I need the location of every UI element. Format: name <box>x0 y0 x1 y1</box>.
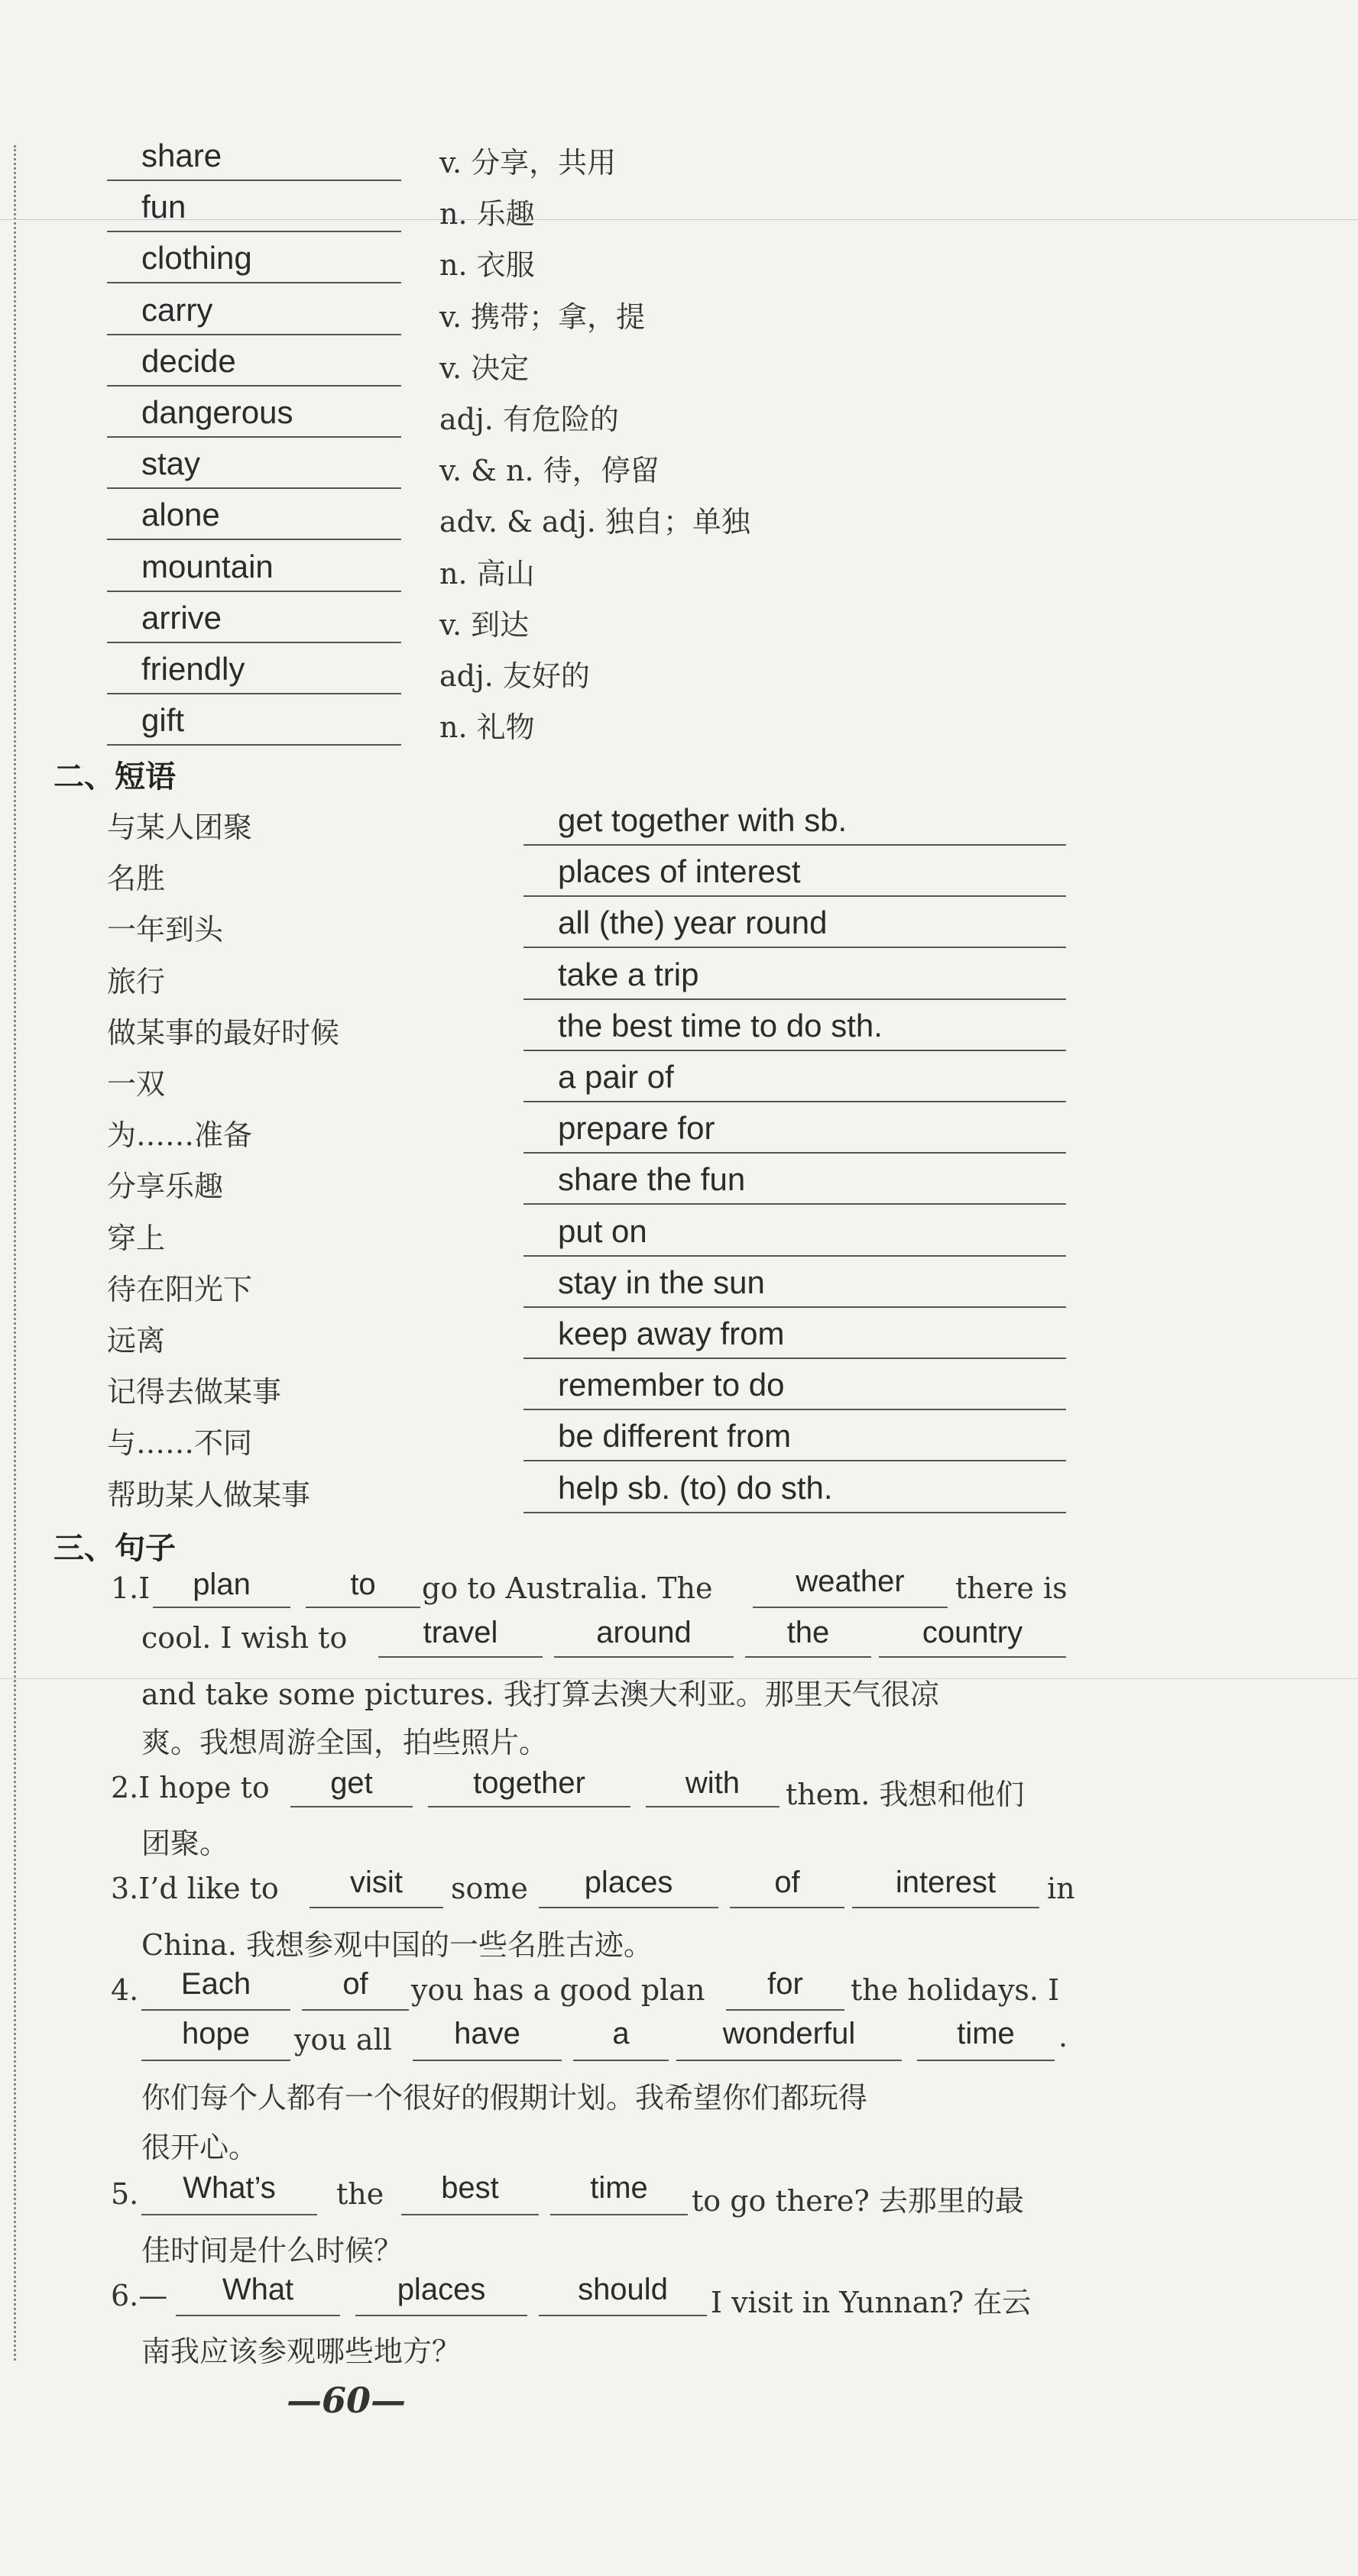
answer: places <box>397 2273 486 2306</box>
phrase-english: share the fun <box>558 1161 746 1198</box>
vocab-underline <box>107 436 401 438</box>
vocab-meaning: v. & n. 待，停留 <box>439 454 660 488</box>
vocab-word: share <box>141 138 222 173</box>
phrase-chinese: 旅行 <box>107 964 166 998</box>
sentence-text: I visit in Yunnan? 在云 <box>711 2286 1032 2319</box>
phrase-underline <box>523 947 1066 948</box>
phrase-underline <box>523 1050 1066 1051</box>
phrase-chinese: 分享乐趣 <box>107 1170 224 1204</box>
phrase-english: get together with sb. <box>558 802 848 838</box>
answer: a <box>612 2017 630 2050</box>
sentence-text: some <box>451 1872 528 1905</box>
sentence-text: 团聚。 <box>141 1827 229 1860</box>
phrase-english: stay in the sun <box>558 1264 765 1300</box>
faint-rule <box>0 219 1358 220</box>
answer: best <box>441 2171 499 2205</box>
answer: time <box>957 2017 1015 2050</box>
sentence-text: 很开心。 <box>141 2131 258 2164</box>
vocab-meaning: n. 乐趣 <box>439 197 535 231</box>
answer: the <box>786 1616 830 1649</box>
phrase-english: all (the) year round <box>558 905 828 941</box>
phrase-chinese: 名胜 <box>107 862 166 896</box>
vocab-underline <box>107 539 401 540</box>
answer-line <box>306 1607 420 1608</box>
answer: should <box>578 2273 668 2306</box>
answer-line <box>310 1907 443 1908</box>
answer: weather <box>796 1565 905 1598</box>
vocab-meaning: adj. 友好的 <box>439 659 590 693</box>
sentence-text: the <box>336 2177 384 2211</box>
answer: travel <box>423 1616 498 1649</box>
answer-line <box>676 2060 902 2061</box>
phrase-chinese: 待在阳光下 <box>107 1272 253 1306</box>
phrase-chinese: 一双 <box>107 1067 166 1101</box>
answer: visit <box>350 1866 403 1899</box>
vocab-underline <box>107 334 401 335</box>
phrase-english: places of interest <box>558 853 801 890</box>
vocab-meaning: n. 衣服 <box>439 248 535 283</box>
phrase-chinese: 穿上 <box>107 1221 166 1255</box>
answer-line <box>176 2315 340 2316</box>
vocab-word: fun <box>141 189 186 225</box>
sentence-text: go to Australia. The <box>422 1571 713 1605</box>
answer-line <box>153 1607 290 1608</box>
phrase-underline <box>523 1306 1066 1308</box>
vocab-meaning: v. 决定 <box>439 351 530 385</box>
answer-line <box>141 2060 290 2061</box>
phrase-english: be different from <box>558 1418 792 1455</box>
answer-line <box>852 1907 1039 1908</box>
answer: interest <box>895 1866 997 1899</box>
answer-line <box>378 1656 543 1658</box>
vocab-meaning: v. 分享，共用 <box>439 146 617 180</box>
vocab-word: friendly <box>141 651 245 687</box>
phrase-underline <box>523 1358 1066 1359</box>
answer-line <box>730 1907 844 1908</box>
phrase-chinese: 为……准备 <box>107 1118 253 1153</box>
answer: Each <box>180 1967 251 2001</box>
sentence-text: 2.I hope to <box>111 1771 270 1804</box>
vocab-meaning: adv. & adj. 独自；单独 <box>439 505 750 539</box>
answer: together <box>473 1766 585 1800</box>
answer: places <box>584 1866 673 1899</box>
sentence-number: 6.— <box>111 2279 168 2312</box>
answer: country <box>922 1616 1023 1649</box>
phrase-chinese: 帮助某人做某事 <box>107 1477 311 1512</box>
vocab-underline <box>107 231 401 232</box>
answer-line <box>917 2060 1055 2061</box>
vocab-underline <box>107 385 401 387</box>
answer: around <box>596 1616 692 1649</box>
answer: for <box>767 1967 803 2001</box>
phrase-chinese: 一年到头 <box>107 913 224 947</box>
answer: plan <box>193 1568 251 1601</box>
vocab-meaning: v. 携带；拿，提 <box>439 299 646 334</box>
phrase-chinese: 做某事的最好时候 <box>107 1015 340 1050</box>
sentence-number: 1.I <box>111 1571 151 1605</box>
vocab-underline <box>107 180 401 181</box>
phrase-english: put on <box>558 1212 647 1249</box>
vocab-word: dangerous <box>141 394 293 430</box>
phrase-chinese: 与……不同 <box>107 1426 253 1461</box>
sentence-text: there is <box>955 1571 1068 1605</box>
phrase-english: remember to do <box>558 1367 785 1403</box>
vocab-word: stay <box>141 445 201 482</box>
answer: time <box>590 2171 648 2205</box>
sentence-text: the holidays. I <box>851 1973 1060 2007</box>
phrase-english: the best time to do sth. <box>558 1007 883 1044</box>
answer-line <box>141 2009 290 2011</box>
phrase-underline <box>523 844 1066 846</box>
vocab-meaning: adj. 有危险的 <box>439 403 619 436</box>
vocab-underline <box>107 487 401 489</box>
phrase-english: a pair of <box>558 1059 674 1095</box>
answer: of <box>342 1967 368 2001</box>
phrase-underline <box>523 1101 1066 1102</box>
answer-line <box>401 2214 539 2215</box>
vocab-meaning: v. 到达 <box>439 607 530 642</box>
phrase-underline <box>523 1409 1066 1410</box>
sentence-text: in <box>1047 1872 1075 1905</box>
sentence-text: 爽。我想周游全国，拍些照片。 <box>141 1726 549 1759</box>
vocab-word: gift <box>141 702 185 739</box>
answer-line <box>141 2214 317 2215</box>
vocab-underline <box>107 642 401 643</box>
answer-line <box>290 1806 413 1807</box>
phrase-underline <box>523 1203 1066 1205</box>
sentence-text: to go there? 去那里的最 <box>692 2184 1024 2218</box>
answer-line <box>745 1656 871 1658</box>
phrase-english: keep away from <box>558 1316 785 1351</box>
section-heading-phrases: 二、短语 <box>53 759 176 794</box>
answer: What <box>222 2273 294 2306</box>
answer: have <box>454 2017 520 2050</box>
sentence-text: 南我应该参观哪些地方？ <box>141 2335 462 2368</box>
answer-line <box>539 2315 707 2316</box>
sentence-text: you has a good plan <box>411 1973 705 2007</box>
left-margin-border <box>14 145 16 2361</box>
sentence-number: 5. <box>111 2177 139 2211</box>
phrase-english: take a trip <box>558 956 699 992</box>
answer-line <box>539 1907 718 1908</box>
answer: hope <box>182 2017 250 2050</box>
answer: wonderful <box>722 2017 856 2050</box>
phrase-chinese: 记得去做某事 <box>107 1375 282 1409</box>
phrase-underline <box>523 1512 1066 1513</box>
phrase-underline <box>523 895 1066 897</box>
answer: What’s <box>183 2171 276 2205</box>
phrase-english: prepare for <box>558 1110 715 1147</box>
answer-line <box>550 2214 688 2215</box>
vocab-meaning: n. 高山 <box>439 556 535 591</box>
sentence-text: cool. I wish to <box>141 1621 348 1655</box>
phrase-underline <box>523 1255 1066 1257</box>
sentence-text: them. 我想和他们 <box>786 1778 1025 1811</box>
sentence-text: you all <box>294 2023 392 2057</box>
vocab-word: clothing <box>141 240 252 277</box>
vocab-meaning: n. 礼物 <box>439 710 535 745</box>
page-number: —60— <box>287 2380 407 2421</box>
vocab-underline <box>107 693 401 694</box>
phrase-underline <box>523 1152 1066 1154</box>
answer: get <box>330 1766 373 1800</box>
sentence-text: . <box>1058 2020 1068 2053</box>
answer-line <box>302 2009 409 2011</box>
phrase-chinese: 与某人团聚 <box>107 811 253 844</box>
answer: to <box>350 1568 376 1601</box>
answer-line <box>413 2060 562 2061</box>
answer: of <box>774 1866 800 1899</box>
answer-line <box>753 1607 948 1608</box>
phrase-english: help sb. (to) do sth. <box>558 1469 833 1506</box>
vocab-underline <box>107 744 401 746</box>
answer-line <box>646 1806 779 1807</box>
vocab-word: alone <box>141 497 220 533</box>
vocab-word: decide <box>141 342 236 379</box>
vocab-word: mountain <box>141 548 274 584</box>
answer-line <box>355 2315 527 2316</box>
answer-line <box>428 1806 630 1807</box>
vocab-word: arrive <box>141 599 222 636</box>
phrase-underline <box>523 998 1066 1000</box>
answer-line <box>879 1656 1066 1658</box>
phrase-underline <box>523 1460 1066 1461</box>
answer-line <box>554 1656 734 1658</box>
sentence-text: 你们每个人都有一个很好的假期计划。我希望你们都玩得 <box>141 2081 868 2115</box>
vocab-underline <box>107 282 401 283</box>
vocab-word: carry <box>141 291 213 328</box>
section-heading-sentences: 三、句子 <box>53 1531 176 1566</box>
sentence-text: and take some pictures. 我打算去澳大利亚。那里天气很凉 <box>141 1678 939 1711</box>
answer: with <box>685 1766 741 1800</box>
answer-line <box>726 2009 844 2011</box>
sentence-text: 3.I’d like to <box>111 1872 279 1905</box>
sentence-text: 佳时间是什么时候？ <box>141 2234 404 2267</box>
sentence-text: China. 我想参观中国的一些名胜古迹。 <box>141 1928 653 1962</box>
phrase-chinese: 远离 <box>107 1324 166 1358</box>
answer-line <box>573 2060 669 2061</box>
sentence-number: 4. <box>111 1973 139 2007</box>
vocab-underline <box>107 591 401 592</box>
